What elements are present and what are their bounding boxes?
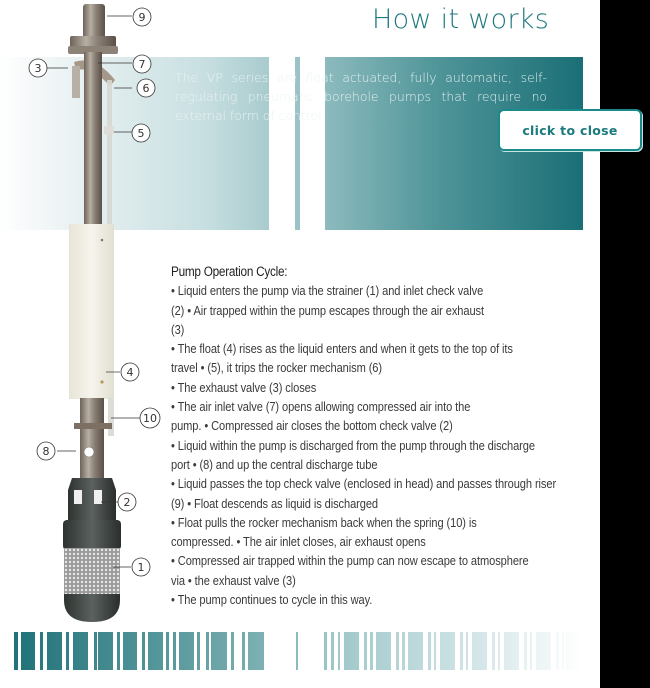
operation-line: • Liquid enters the pump via the strainer (1) and inlet check valve [171,284,484,299]
operation-line: travel • (5), it trips the rocker mechanism (6) [171,361,382,376]
operation-line: (9) • Float descends as liquid is discharged [171,496,378,511]
operation-line: via • the exhaust valve (3) [171,573,296,588]
operation-line: • The exhaust valve (3) closes [171,380,317,395]
operation-line: (3) [171,322,185,337]
callout-7: 7 [138,58,146,71]
operation-line: port • (8) and up the central discharge tube [171,457,378,472]
callout-2: 2 [123,496,131,509]
callout-8: 8 [42,445,50,458]
operation-description [171,262,561,610]
close-button[interactable]: click to close [498,109,642,151]
operation-line: • Float pulls the rocker mechanism back when the spring (10) is [171,515,477,530]
operation-line: • Liquid passes the top check valve (enclosed in head) and passes through riser [171,477,557,492]
operation-line: • Compressed air trapped within the pump can now escape to atmosphere [171,554,529,569]
operation-line: (2) • Air trapped within the pump escapes through the air exhaust [171,303,484,318]
callout-4: 4 [126,366,134,379]
decorative-barcode-stripe [0,632,600,670]
operation-line: • The float (4) rises as the liquid enters and when it gets to the top of its [171,342,513,357]
page-title: How it works [372,4,550,35]
callout-9: 9 [138,11,146,24]
callout-3: 3 [34,62,42,75]
callout-6: 6 [142,82,150,95]
intro-text: The VP series are float actuated, fully automatic, self-regulating pneumatic borehole pumps that require no external form of control. [175,70,547,123]
operation-heading: Pump Operation Cycle: [171,264,288,279]
operation-line: pump. • Compressed air closes the bottom check valve (2) [171,419,453,434]
operation-line: compressed. • The air inlet closes, air exhaust opens [171,535,426,550]
callout-10: 10 [143,412,157,425]
operation-line: • Liquid within the pump is discharged from the pump through the discharge [171,438,535,453]
operation-line: • The air inlet valve (7) opens allowing compressed air into the [171,400,471,415]
pump-diagram [0,0,170,630]
callout-1: 1 [137,561,145,574]
operation-line: • The pump continues to cycle in this way. [171,593,373,608]
callout-5: 5 [137,127,145,140]
